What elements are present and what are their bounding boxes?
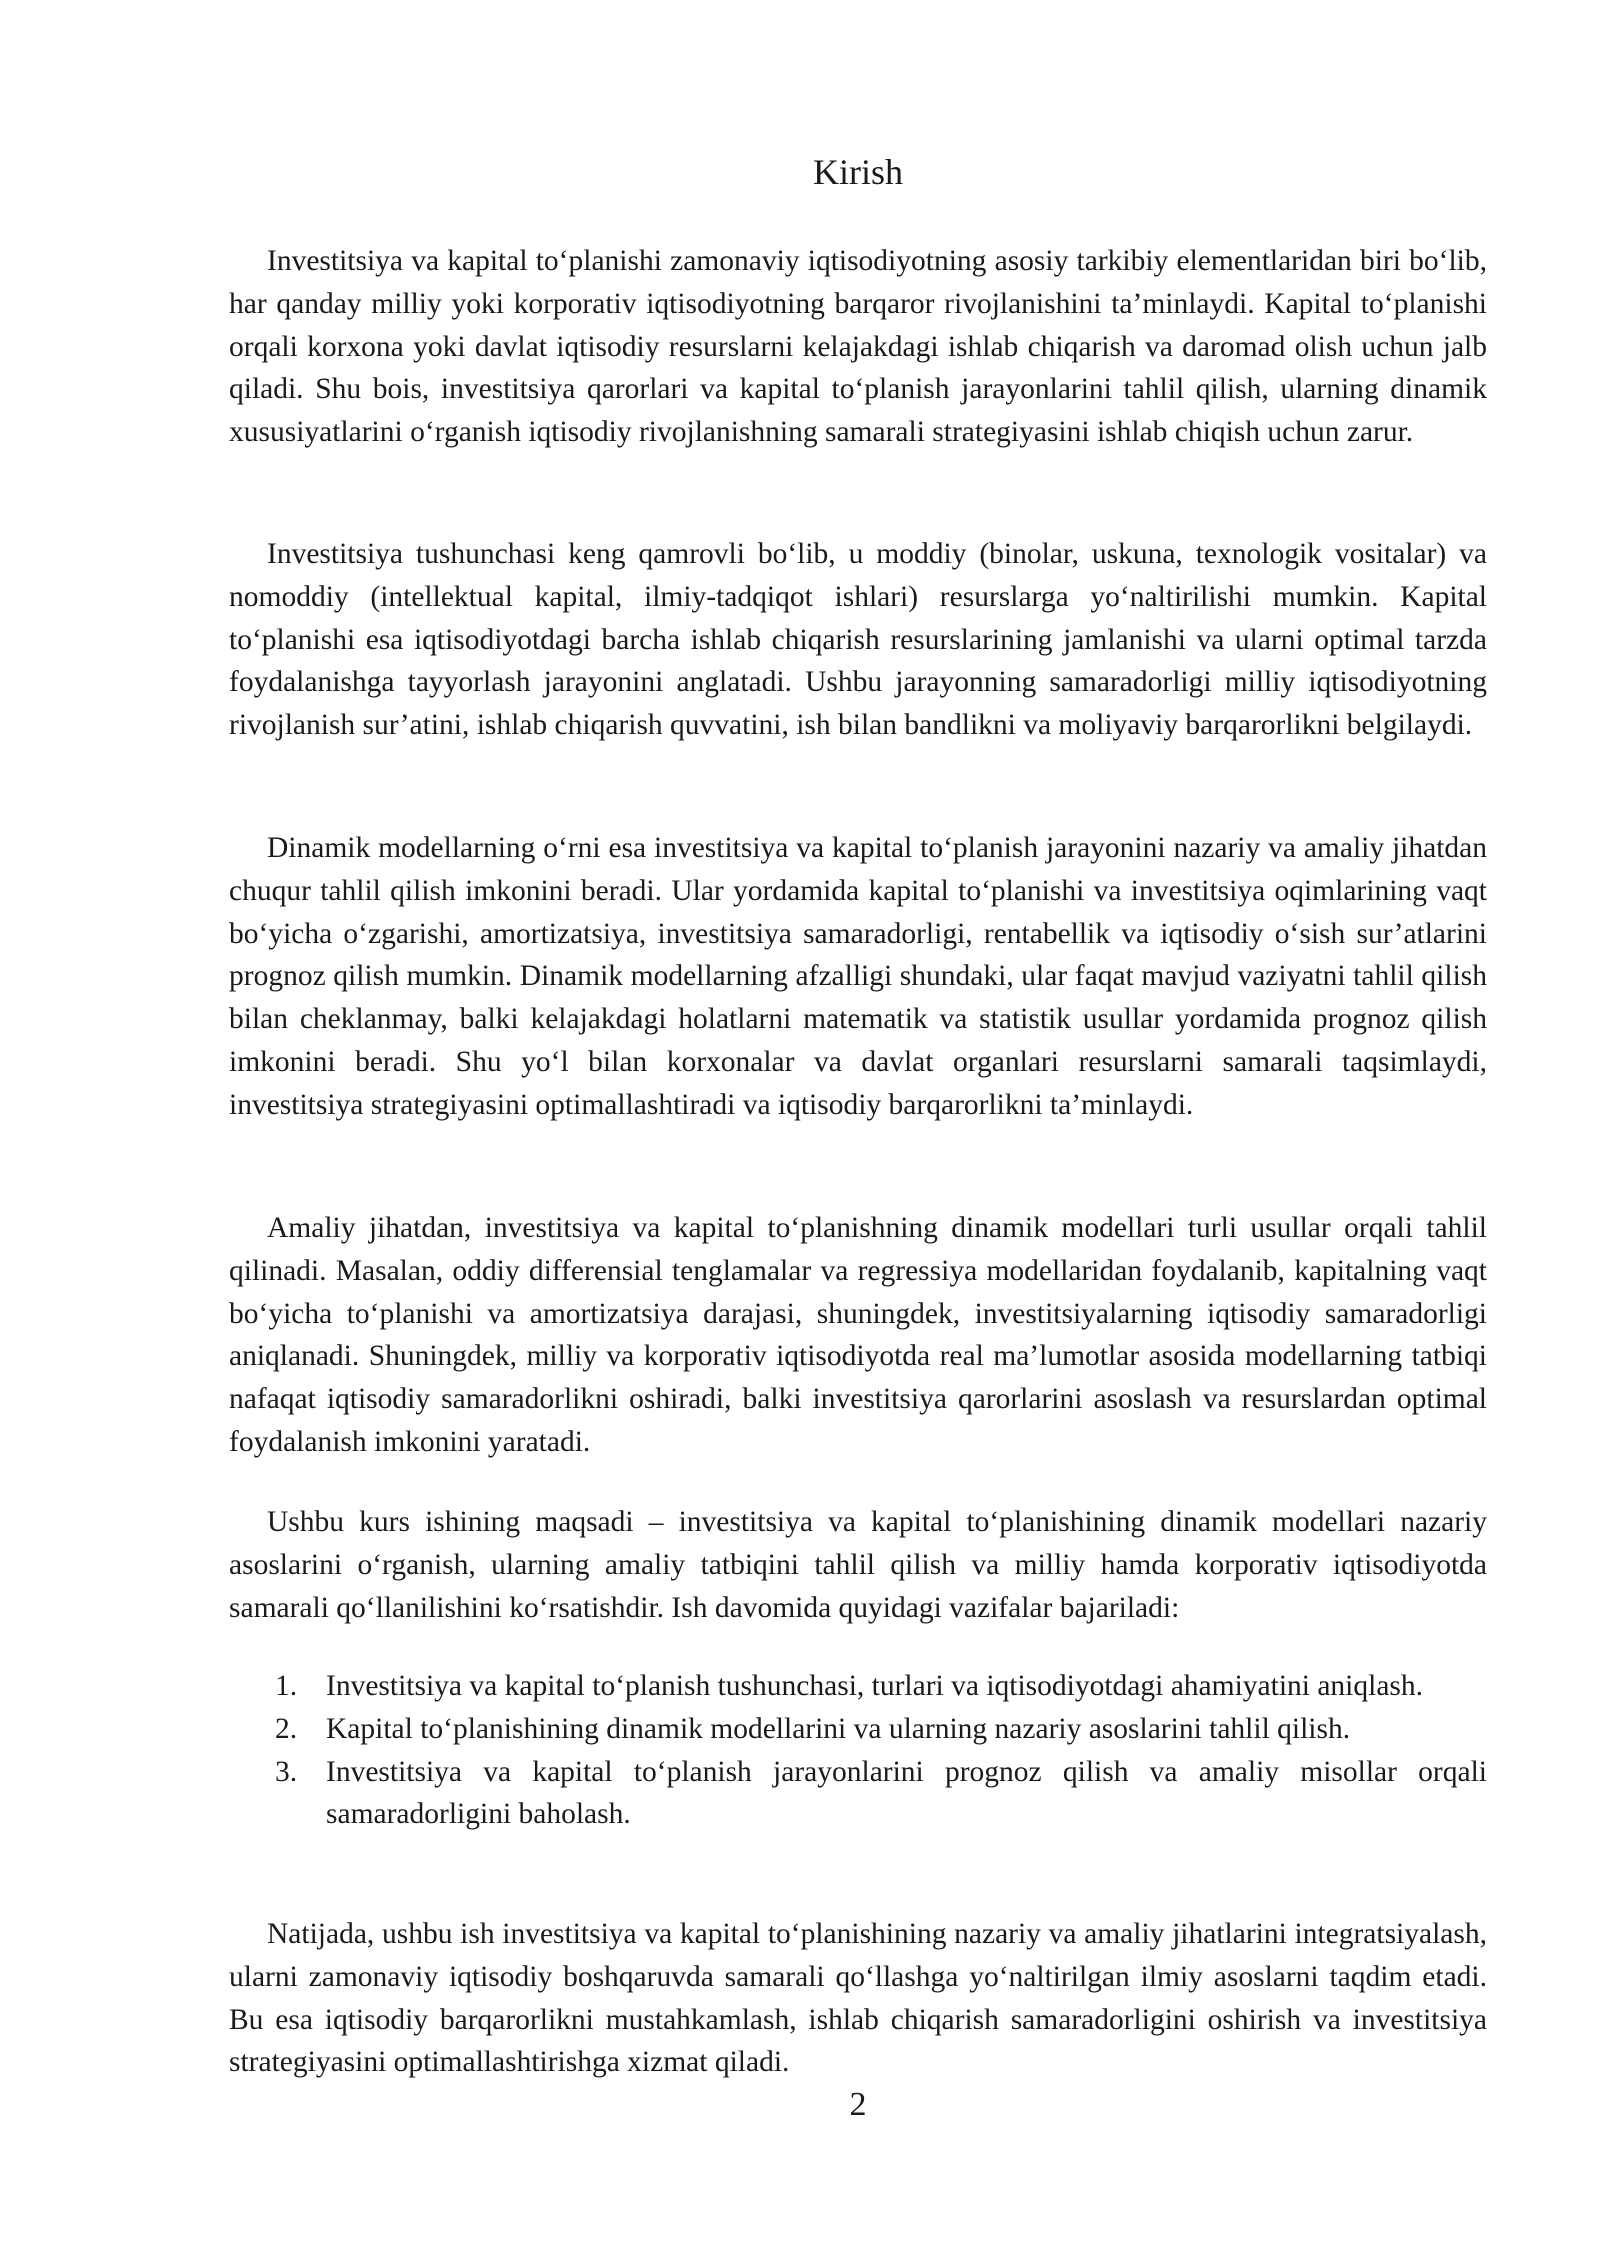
list-item-number: 2. — [275, 1712, 298, 1745]
intro-paragraph-4: Amaliy jihatdan, investitsiya va kapital to‘planishning dinamik modellari turli usullar orqali tahlil qilinadi. Masalan, oddiy differensial tenglamalar va regressiya modellaridan foydalanib, kapitalning vaqt bo‘yicha to‘planishi va amortizatsiya darajasi, shuningdek, investitsiyalarning iqtisodiy samaradorligi aniqlanadi. Shuningdek, milliy va korporativ iqtisodiyotda real ma’lumotlar asosida modellarning tatbiqi nafaqat iqtisodiy samaradorlikni oshiradi, balki investitsiya qarorlarini asoslash va resurslardan optimal foydalanish imkonini yaratadi. — [229, 1212, 1487, 1458]
list-item — [229, 1665, 1487, 1708]
page-title: Kirish — [813, 152, 903, 192]
page-number: 2 — [849, 2086, 867, 2123]
list-item — [229, 1751, 1487, 1837]
intro-paragraph-1: Investitsiya va kapital to‘planishi zamonaviy iqtisodiyotning asosiy tarkibiy elementlaridan biri bo‘lib, har qanday milliy yoki korporativ iqtisodiyotning barqaror rivojlanishini ta’minlaydi. Kapital to‘planishi orqali korxona yoki davlat iqtisodiy resurslarni kelajakdagi ishlab chiqarish va daromad olish uchun jalb qiladi. Shu bois, investitsiya qarorlari va kapital to‘planish jarayonlarini tahlil qilish, ularning dinamik xususiyatlarini o‘rganish iqtisodiy rivojlanishning samarali strategiyasini ishlab chiqish uchun zarur. — [229, 245, 1487, 449]
intro-paragraph-2: Investitsiya tushunchasi keng qamrovli bo‘lib, u moddiy (binolar, uskuna, texnologik vositalar) va nomoddiy (intellektual kapital, ilmiy-tadqiqot ishlari) resurslarga yo‘naltirilishi mumkin. Kapital to‘planishi esa iqtisodiyotdagi barcha ishlab chiqarish resurslarining jamlanishi va ularni optimal tarzda foydalanishga tayyorlash jarayonini anglatadi. Ushbu jarayonning samaradorligi milliy iqtisodiyotning rivojlanish sur’atini, ishlab chiqarish quvvatini, ish bilan bandlikni va moliyaviy barqarorlikni belgilaydi. — [229, 538, 1487, 742]
list-item-text: Kapital to‘planishining dinamik modellarini va ularning nazariy asoslarini tahlil qilish. — [326, 1712, 1351, 1745]
list-item-text: Investitsiya va kapital to‘planish tushunchasi, turlari va iqtisodiyotdagi ahamiyatini aniqlash. — [326, 1670, 1424, 1702]
tasks-list — [229, 1665, 1487, 1836]
intro-paragraph-5: Ushbu kurs ishining maqsadi – investitsiya va kapital to‘planishining dinamik modellari nazariy asoslarini o‘rganish, ularning amaliy tatbiqini tahlil qilish va milliy hamda korporativ iqtisodiyotda samarali qo‘llanilishini ko‘rsatishdir. Ish davomida quyidagi vazifalar bajariladi: — [229, 1506, 1487, 1624]
conclusion-paragraph: Natijada, ushbu ish investitsiya va kapital to‘planishining nazariy va amaliy jihatlarini integratsiyalash, ularni zamonaviy iqtisodiy boshqaruvda samarali qo‘llashga yo‘naltirilgan ilmiy asoslarni taqdim etadi. Bu esa iqtisodiy barqarorlikni mustahkamlash, ishlab chiqarish samaradorligini oshirish va investitsiya strategiyasini optimallashtirishga xizmat qiladi. — [229, 1918, 1487, 2079]
list-item-number: 1. — [275, 1670, 298, 1702]
list-item-number: 3. — [275, 1755, 298, 1788]
list-item-text: Investitsiya va kapital to‘planish jarayonlarini prognoz qilish va amaliy misollar orqali samaradorligini baholash. — [326, 1755, 1487, 1831]
list-item — [229, 1708, 1487, 1751]
intro-paragraph-3: Dinamik modellarning o‘rni esa investitsiya va kapital to‘planish jarayonini nazariy va amaliy jihatdan chuqur tahlil qilish imkonini beradi. Ular yordamida kapital to‘planishi va investitsiya oqimlarining vaqt bo‘yicha o‘zgarishi, amortizatsiya, investitsiya samaradorligi, rentabellik va iqtisodiy o‘sish sur’atlarini prognoz qilish mumkin. Dinamik modellarning afzalligi shundaki, ular faqat mavjud vaziyatni tahlil qilish bilan cheklanmay, balki kelajakdagi holatlarni matematik va statistik usullar yordamida prognoz qilish imkonini beradi. Shu yo‘l bilan korxonalar va davlat organlari resurslarni samarali taqsimlaydi, investitsiya strategiyasini optimallashtiradi va iqtisodiy barqarorlikni ta’minlaydi. — [229, 832, 1487, 1121]
